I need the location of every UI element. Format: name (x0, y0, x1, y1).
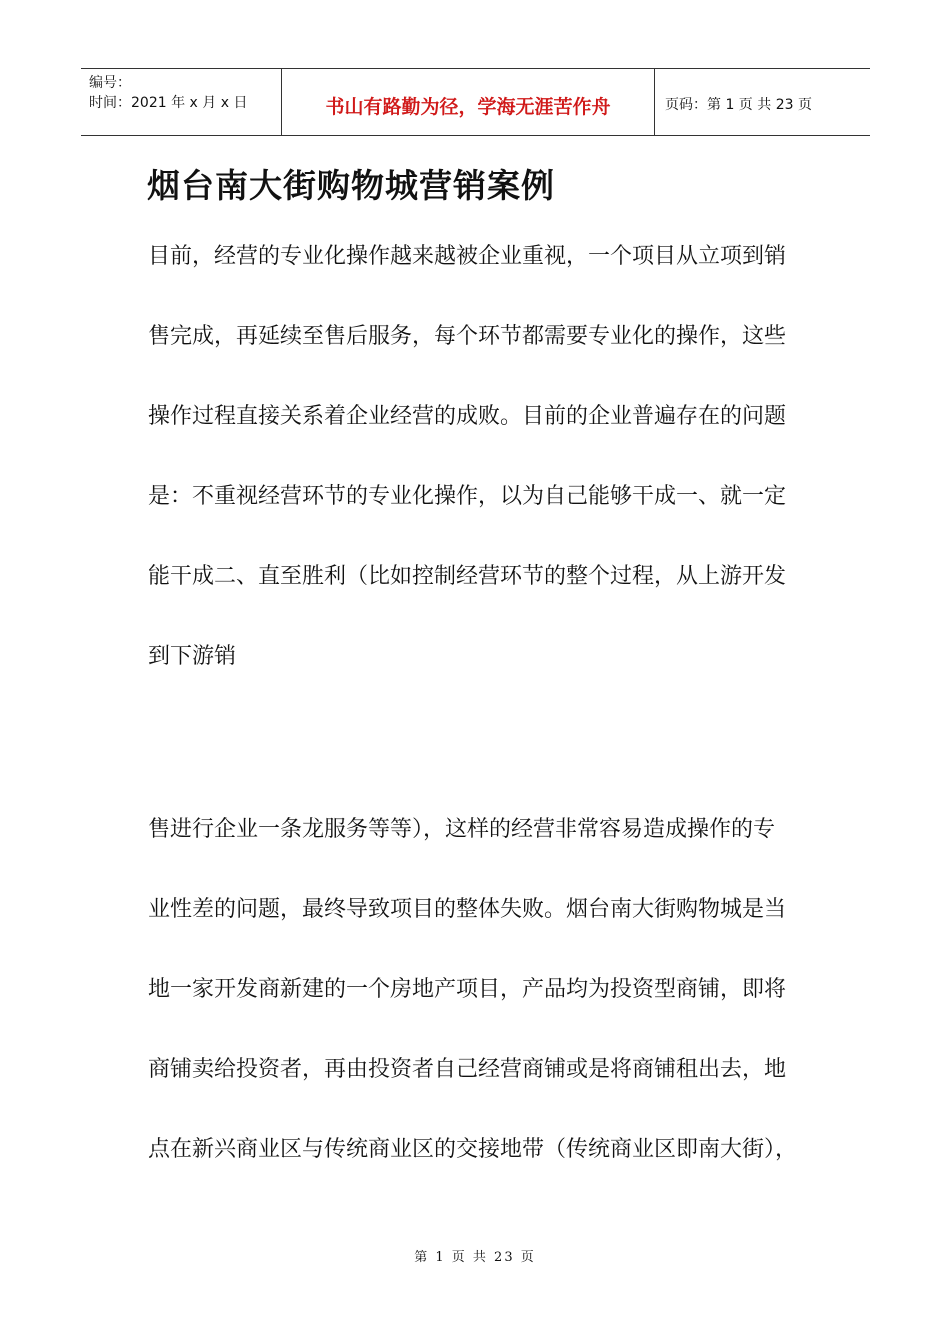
text-line: 业性差的问题，最终导致项目的整体失败。烟台南大街购物城是当 (148, 897, 787, 922)
header-page-info: 页码：第 1 页 共 23 页 (665, 97, 812, 113)
text-line: 到下游销 (148, 644, 237, 669)
document-header (81, 68, 870, 136)
text-line: 售完成，再延续至售后服务，每个环节都需要专业化的操作，这些 (148, 324, 787, 349)
text-line: 商铺卖给投资者，再由投资者自己经营商铺或是将商铺租出去，地 (148, 1057, 787, 1082)
document-title: 烟台南大街购物城营销案例 (147, 166, 555, 205)
text-line: 售进行企业一条龙服务等等），这样的经营非常容易造成操作的专 (148, 817, 776, 842)
text-line: 地一家开发商新建的一个房地产项目，产品均为投资型商铺，即将 (148, 977, 787, 1002)
body-paragraph-1 (148, 217, 786, 697)
text-line: 点在新兴商业区与传统商业区的交接地带（传统商业区即南大街）， (148, 1137, 798, 1162)
text-line: 能干成二、直至胜利（比如控制经营环节的整个过程，从上游开发 (148, 564, 787, 589)
body-paragraph-2 (148, 790, 797, 1190)
header-motto: 书山有路勤为径，学海无涯苦作舟 (282, 69, 655, 135)
text-line: 目前，经营的专业化操作越来越被企业重视，一个项目从立项到销 (148, 244, 787, 269)
time-label: 时间：2021 年 x 月 x 日 (89, 95, 248, 111)
text-line: 是：不重视经营环节的专业化操作，以为自己能够干成一、就一定 (148, 484, 787, 509)
text-line: 操作过程直接关系着企业经营的成败。目前的企业普遍存在的问题 (148, 404, 787, 429)
page-footer: 第 1 页 共 23 页 (414, 1250, 536, 1265)
serial-label: 编号： (89, 75, 131, 91)
header-meta-cell (81, 69, 282, 135)
